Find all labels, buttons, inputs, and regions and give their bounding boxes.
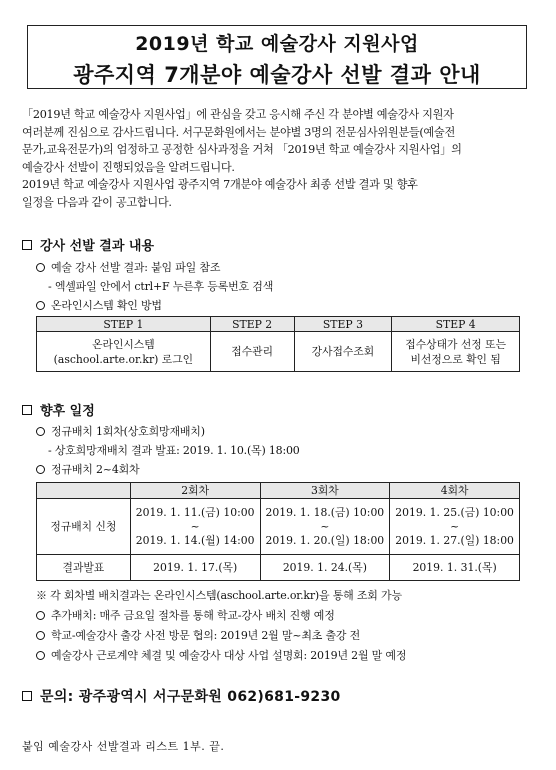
table-row: [37, 555, 520, 581]
attachment-footer: 붙임 예술강사 선발결과 리스트 1부. 끝.: [22, 740, 225, 753]
list-item: [36, 607, 335, 623]
schedule-table: [36, 482, 520, 581]
inquiry-line: [22, 686, 341, 706]
table-header-cell: STEP 3: [294, 317, 392, 332]
table-cell: [130, 499, 260, 555]
cell-line: 비선정으로 확인 됨: [410, 352, 501, 366]
table-row-label: 정규배치 신청: [37, 499, 131, 555]
table-cell: 2019. 1. 31.(목): [390, 555, 520, 581]
table-header-cell: 3회차: [260, 483, 390, 499]
list-item: [36, 297, 162, 313]
table-row: [37, 332, 520, 372]
title-line-2: 광주지역 7개분야 예술강사 선발 결과 안내: [73, 63, 481, 87]
list-item-text: 정규배치 2~4회차: [51, 463, 140, 476]
circle-bullet-icon: [36, 611, 45, 620]
table-header-cell: STEP 2: [210, 317, 294, 332]
table-header-cell: 2회차: [130, 483, 260, 499]
table-cell: 접수관리: [210, 332, 294, 372]
cell-line: 2019. 1. 27.(일) 18:00: [395, 534, 514, 547]
intro-text: [22, 106, 534, 212]
cell-line: 2019. 1. 14.(월) 14:00: [135, 534, 255, 547]
table-header-cell: STEP 1: [37, 317, 211, 332]
table-cell: [260, 499, 390, 555]
list-item: [36, 647, 406, 663]
intro-line: 문가,교육전문가)의 엄정하고 공정한 심사과정을 거쳐 「2019년 학교 예술강사 지원사업」의: [22, 143, 462, 157]
square-bullet-icon: [22, 691, 32, 701]
table-cell: [37, 332, 211, 372]
list-item: [36, 461, 139, 477]
table-cell: [390, 499, 520, 555]
table-cell: 2019. 1. 17.(목): [130, 555, 260, 581]
list-item: [36, 259, 220, 275]
cell-line: 온라인시스템: [92, 337, 155, 351]
note-text: ※ 각 회차별 배치결과는 온라인시스템(aschool.arte.or.kr)을 통해 조회 가능: [36, 589, 402, 602]
cell-line: ~: [450, 520, 460, 533]
cell-line: 2019. 1. 18.(금) 10:00: [265, 506, 385, 519]
intro-line: 일정을 다음과 같이 공고합니다.: [22, 195, 172, 209]
section-heading-selection: [22, 235, 154, 254]
table-header-cell: [37, 483, 131, 499]
intro-line: 「2019년 학교 예술강사 지원사업」에 관심을 갖고 응시해 주신 각 분야별 예술강사 지원자: [22, 108, 454, 121]
list-item-text: 예술강사 근로계약 체결 및 예술강사 대상 사업 설명회: 2019년 2월 말 예정: [51, 649, 407, 662]
square-bullet-icon: [22, 405, 32, 415]
inquiry-text: 문의: 광주광역시 서구문화원 062)681-9230: [40, 689, 341, 705]
cell-line: 2019. 1. 11.(금) 10:00: [135, 506, 255, 519]
section-heading-text: 향후 일정: [40, 404, 95, 419]
circle-bullet-icon: [36, 631, 45, 640]
intro-line: 여러분께 진심으로 감사드립니다. 서구문화원에서는 분야별 3명의 전문심사위원분들(예술전: [22, 125, 455, 139]
list-subitem: - 엑셀파일 안에서 ctrl+F 누른후 등록번호 검색: [48, 280, 274, 293]
list-item-text: 예술 강사 선발 결과: 붙임 파일 참조: [51, 261, 221, 274]
table-row: [37, 499, 520, 555]
square-bullet-icon: [22, 240, 32, 250]
circle-bullet-icon: [36, 427, 45, 436]
table-header-cell: STEP 4: [392, 317, 520, 332]
table-cell: [392, 332, 520, 372]
table-cell: 2019. 1. 24.(목): [260, 555, 390, 581]
cell-line: ~: [320, 520, 330, 533]
title-line-1: 2019년 학교 예술강사 지원사업: [135, 33, 419, 55]
table-header-row: [37, 317, 520, 332]
list-subitem: - 상호희망재배치 결과 발표: 2019. 1. 10.(목) 18:00: [48, 444, 300, 457]
table-header-row: [37, 483, 520, 499]
circle-bullet-icon: [36, 263, 45, 272]
list-item-text: 학교-예술강사 출강 사전 방문 협의: 2019년 2월 말~최초 출강 전: [51, 629, 361, 642]
table-row-label: 결과발표: [37, 555, 131, 581]
list-item-text: 정규배치 1회차(상호희망재배치): [51, 425, 205, 438]
cell-line: 2019. 1. 20.(일) 18:00: [265, 534, 385, 547]
cell-line: 2019. 1. 25.(금) 10:00: [395, 506, 514, 519]
table-header-cell: 4회차: [390, 483, 520, 499]
table-cell: 강사접수조회: [294, 332, 392, 372]
cell-line: ~: [190, 520, 200, 533]
list-item-text: 추가배치: 매주 금요일 절차를 통해 학교-강사 배치 진행 예정: [51, 609, 335, 622]
list-item: [36, 423, 205, 439]
cell-line: 접수상태가 선정 또는: [405, 337, 507, 351]
circle-bullet-icon: [36, 301, 45, 310]
section-heading-text: 강사 선발 결과 내용: [40, 239, 155, 254]
list-item-text: 온라인시스템 확인 방법: [51, 299, 162, 312]
circle-bullet-icon: [36, 465, 45, 474]
section-heading-schedule: [22, 400, 95, 419]
intro-line: 2019년 학교 예술강사 지원사업 광주지역 7개분야 예술강사 최종 선발 결과 및 향후: [22, 178, 418, 192]
list-item: [36, 627, 360, 643]
title-box: [27, 25, 527, 89]
cell-line: (aschool.arte.or.kr) 로그인: [53, 352, 194, 366]
steps-table: [36, 316, 520, 372]
circle-bullet-icon: [36, 651, 45, 660]
intro-line: 예술강사 선발이 진행되었음을 알려드립니다.: [22, 160, 235, 174]
